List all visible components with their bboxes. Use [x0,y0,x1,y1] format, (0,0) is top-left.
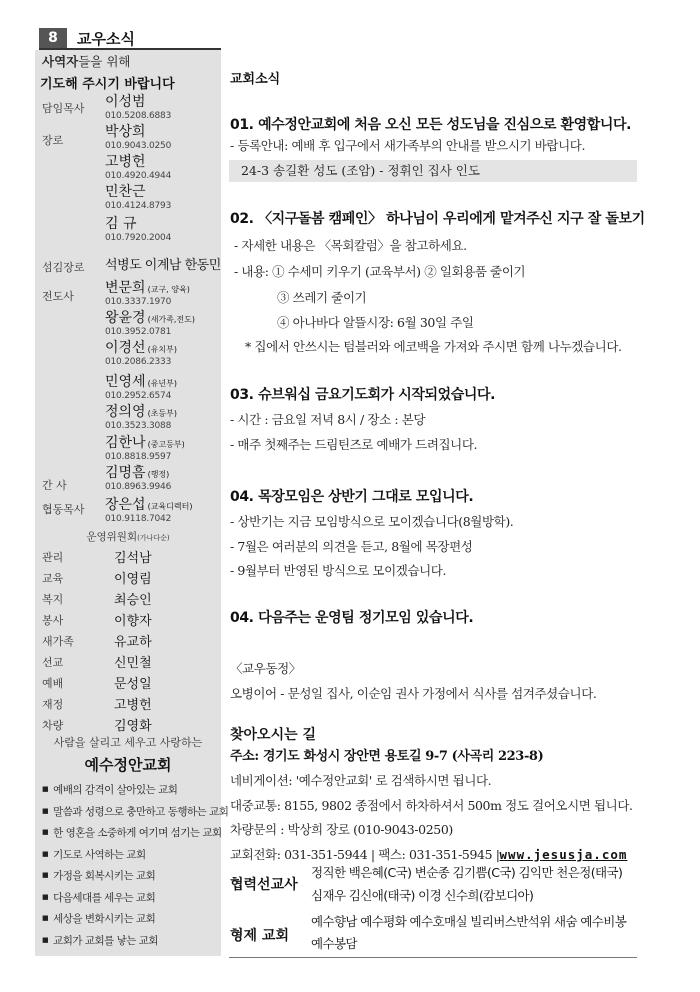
news-item-title: 04. 목장모임은 상반기 그대로 모입니다. [230,489,474,505]
news-item-title: 01. 예수정안교회에 처음 오신 모든 성도님을 진심으로 환영합니다. [230,117,632,133]
vision-item: ■ 교회가 교회를 낳는 교회 [42,931,218,953]
vision-item: ■ 기도로 사역하는 교회 [42,845,218,867]
news-item-line: - 매주 첫째주는 드림틴즈로 예배가 드려집니다. [230,437,478,452]
missionaries-label: 협력선교사 [230,877,298,893]
staff-entry: 왕윤경 (새가족,전도) 010.3952.0781 [105,310,196,337]
church-motto: 사람을 살리고 세우고 사랑하는 [53,736,203,749]
page-number: 8 [39,28,67,49]
news-item-line: * 집에서 안쓰시는 텀블러와 에코백을 가져와 주시면 함께 나누겠습니다. [245,339,622,354]
footer-divider [229,957,637,958]
news-item-line: - 내용: ① 수세미 키우기 (교육부서) ② 일회용품 줄이기 [234,264,526,279]
vision-item: ■ 한 영혼을 소중하게 여기며 섬기는 교회 [42,823,218,845]
staff-entry: 이성범 010.5208.6883 [105,94,172,121]
news-heading: 교회소식 [230,72,281,87]
role-mission-elder: 섬김장로 [42,261,85,274]
role-deaconess: 간 사 [42,479,67,492]
committee-row: 교육 이영림 [42,572,152,587]
member-news-text: 오병이어 - 문성일 집사, 이순임 권사 가정에서 식사를 섬겨주셨습니다. [230,686,597,701]
news-item-line: - 9월부터 반영된 방식으로 모이겠습니다. [230,563,447,578]
vision-item: ■ 예배의 감격이 살아있는 교회 [42,780,218,802]
staff-entry: 김 규 010.7920.2004 [105,216,172,243]
committee-row: 선교 신민철 [42,656,152,671]
news-item-line: ③ 쓰레기 줄이기 [277,290,367,305]
sister-churches-line: 예수향남 예수평화 예수호매실 빌리버스반석위 새숨 예수비봉 [311,914,627,929]
committee-row: 차량 김영화 [42,719,152,734]
staff-entry: 장은섭 (교육디렉터) 010.9118.7042 [105,497,193,524]
website-link[interactable]: www.jesusja.com [499,847,628,862]
sidebar-heading: 사역자들을 위해 [42,54,131,69]
news-item-line: - 시간 : 금요일 저녁 8시 / 장소 : 본당 [230,412,426,427]
role-elder: 장로 [42,134,64,147]
sidebar [35,50,229,956]
news-item-title: 04. 다음주는 운영팀 정기모임 있습니다. [230,610,474,626]
staff-entry: 박상희 010.9043.0250 [105,124,172,151]
staff-entry: 이경선 (유치부) 010.2086.2333 [105,340,178,367]
committee-row: 새가족 유교하 [42,635,152,650]
contact-info: 교회전화: 031-351-5944 | 팩스: 031-351-5945 |www.jesusja.com [230,847,628,862]
committee-row: 예배 문성일 [42,677,152,692]
vision-list [42,780,229,952]
sidebar-prayer-request: 기도해 주시기 바랍니다 [40,77,175,92]
sister-churches-line: 예수봉담 [311,936,357,951]
news-item-line: ④ 아나바다 알뜰시장: 6월 30일 주일 [277,315,474,330]
missionaries-line: 심재우 김신애(태국) 이경 신수희(캄보디아) [311,888,534,903]
committee-row: 관리 김석남 [42,551,152,566]
new-member-highlight: 24-3 송길환 성도 (조암) - 정휘인 집사 인도 [229,160,637,182]
main-content [229,0,669,992]
news-item-title: 03. 슈브워십 금요기도회가 시작되었습니다. [230,387,496,403]
news-item-title: 02. 〈지구돌봄 캠페인〉 하나님이 우리에게 맡겨주신 지구 잘 돌보기 [230,211,645,227]
role-evangelist: 전도사 [42,290,74,303]
vision-item: ■ 말씀과 성령으로 충만하고 동행하는 교회 [42,802,218,824]
committee-row: 봉사 이향자 [42,614,152,629]
church-name: 예수정안교회 [84,756,172,774]
news-item-line: - 자세한 내용은 〈목회칼럼〉을 참고하세요. [234,238,467,253]
committee-row: 복지 최승인 [42,593,152,608]
vision-item: ■ 세상을 변화시키는 교회 [42,909,218,931]
missionaries-line: 정직한 백은혜(C국) 변순종 김기쁨(C국) 김익만 천은정(태국) [311,865,623,880]
committee-row: 재정 고병헌 [42,698,152,713]
role-senior-pastor: 담임목사 [42,102,85,115]
committee-title: 운영위원회(가나다순) [86,531,170,543]
church-address: 주소: 경기도 화성시 장안면 용토길 9-7 (사곡리 223-8) [230,749,544,764]
news-item-line: - 상반기는 지금 모임방식으로 모이겠습니다(8월방학). [230,514,514,529]
directions-heading: 찾아오시는 길 [230,727,317,743]
mission-elders: 석병도 이계남 한동민 [105,258,221,273]
transit-info: 대중교통: 8155, 9802 종점에서 하차하셔서 500m 정도 걸어오시면 됩니다. [230,798,633,813]
section-title: 교우소식 [77,29,135,48]
vision-item: ■ 가정을 회복시키는 교회 [42,866,218,888]
staff-entry: 민찬근 010.4124.8793 [105,184,172,211]
staff-entry: 김한나 (중고등부) 010.8818.9597 [105,435,185,462]
news-item-line: - 7월은 여러분의 의견을 듣고, 8월에 목장편성 [230,539,473,554]
member-news-label: 〈교우동정〉 [230,661,301,676]
staff-entry: 정의영 (초등부) 010.3523.3088 [105,404,178,431]
page-header [39,27,135,49]
navigation-info: 네비게이션: '예수정안교회' 로 검색하시면 됩니다. [230,773,492,788]
vision-item: ■ 다음세대를 세우는 교회 [42,888,218,910]
staff-entry: 김명흠 (행정) 010.8963.9946 [105,465,172,492]
staff-entry: 민영세 (유년부) 010.2952.6574 [105,374,178,401]
staff-entry: 고병헌 010.4920.4944 [105,154,172,181]
role-assoc-pastor: 협동목사 [42,503,85,516]
news-item-line: - 등록안내: 예배 후 입구에서 새가족부의 안내를 받으시기 바랍니다. [230,138,586,153]
staff-entry: 변문희 (교구, 양육) 010.3337.1970 [105,280,190,307]
vehicle-info: 차량문의 : 박상희 장로 (010-9043-0250) [230,822,453,837]
sister-churches-label: 형제 교회 [230,928,289,944]
